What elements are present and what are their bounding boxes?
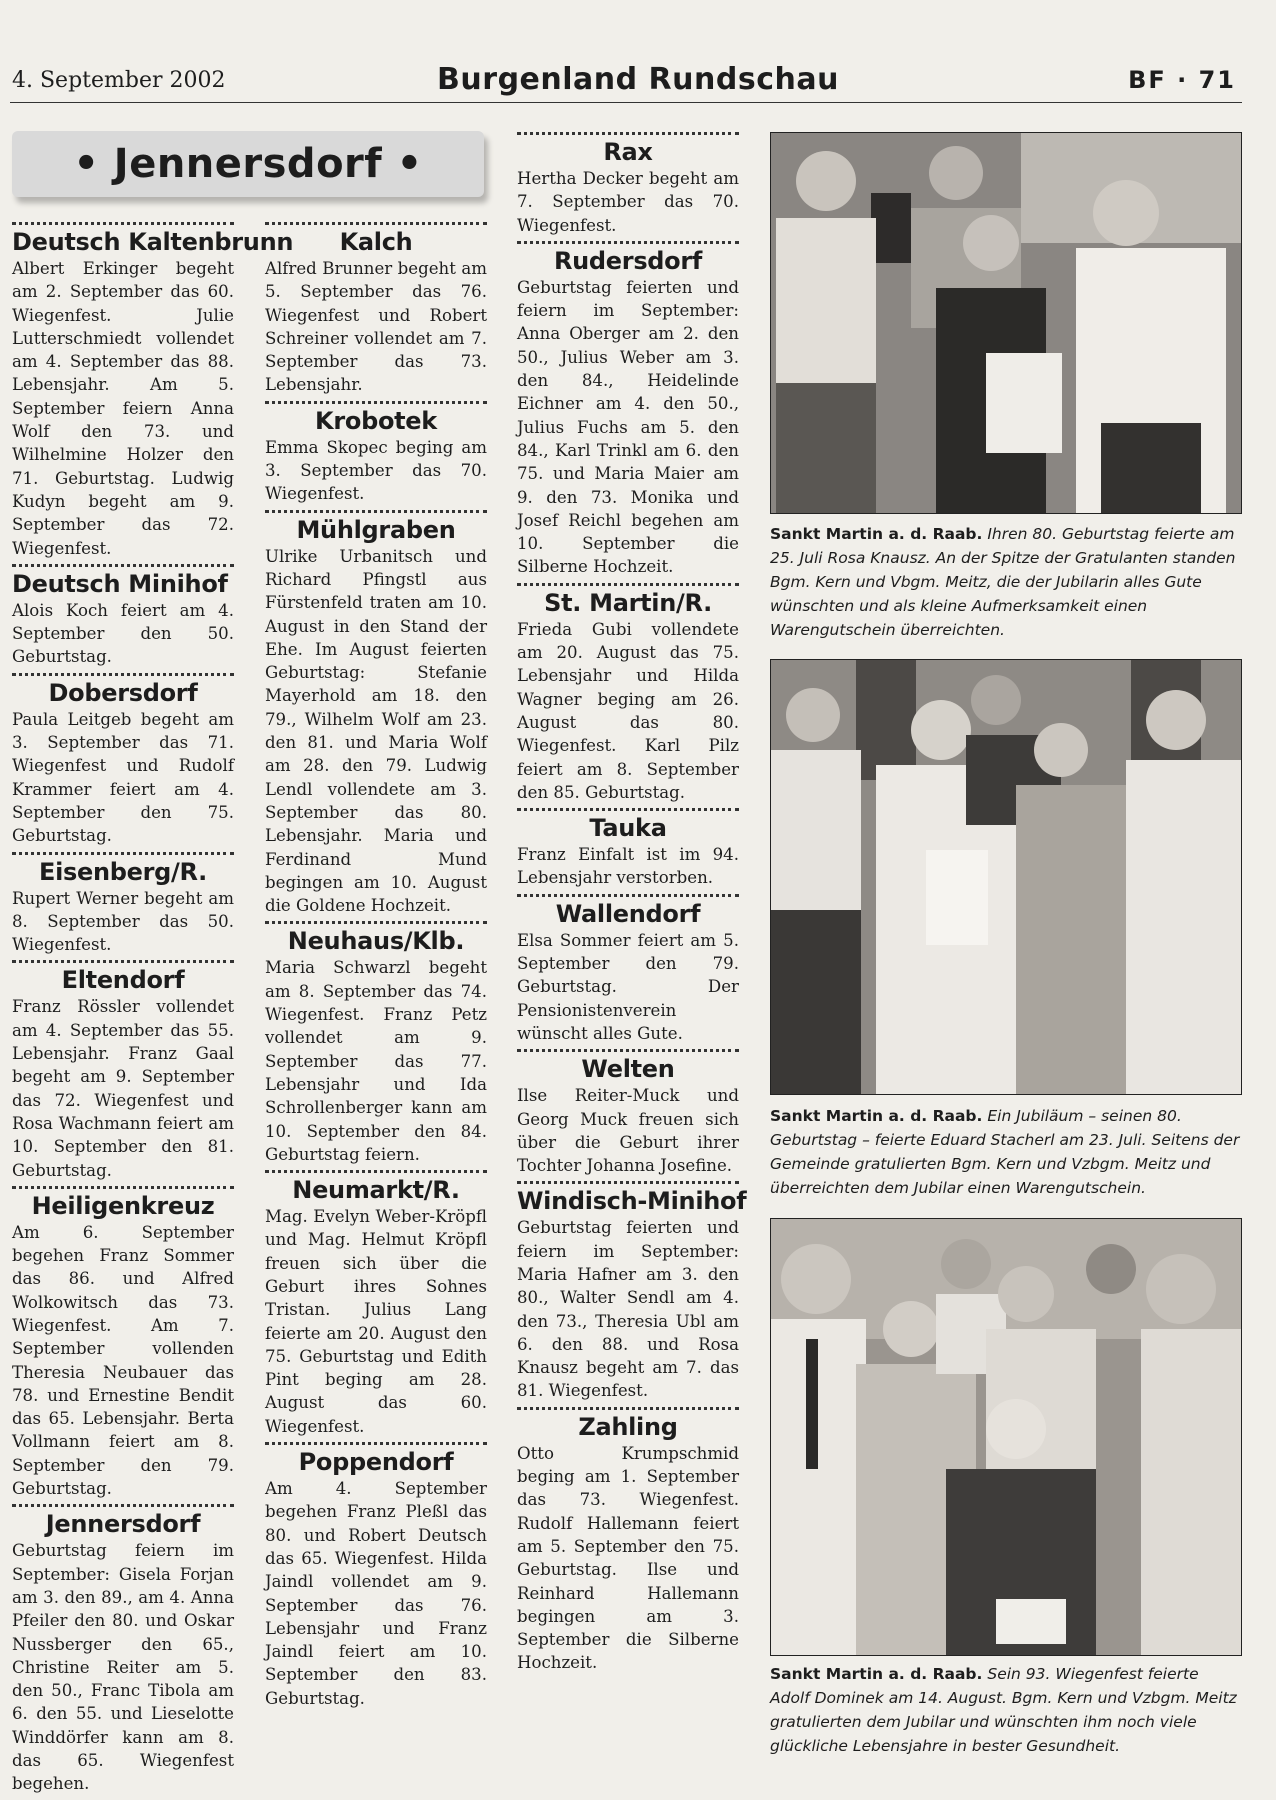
caption-lead: Sankt Martin a. d. Raab. (770, 525, 983, 543)
entry-text: Paula Leitgeb begeht am 3. September das 71. Wiegenfest und Rudolf Krammer feiert am 4. September den 75. Geburtstag. (12, 709, 234, 846)
entry-text: Mag. Evelyn Weber-Kröpfl und Mag. Helmut Kröpfl freuen sich über die Geburt ihres Sohnes Tristan. Julius Lang feierte am 20. August den 75. Geburtstag und Edith Pint beging am 28. August das 60. Wiegenfest. (265, 1207, 487, 1436)
entry-place: Heiligenkreuz (31, 1191, 215, 1220)
entry-place: Wallendorf (555, 899, 701, 928)
dotted-divider (12, 673, 234, 676)
entry-place: Windisch-Minihof (517, 1187, 747, 1216)
dotted-divider (12, 1504, 234, 1507)
entry-text: Geburtstag feierten und feiern im September: Anna Oberger am 2. den 50., Julius Weber am 3. den 84., Heidelinde Eichner am 4. den 50., Julius Fuchs am 5. den 84., Karl Trinkl am 6. den 75. und Maria Maier am 9. den 73. Monika und Josef Reichl begehen am 10. September die Silberne Hochzeit. (517, 277, 739, 577)
entry-text: Elsa Sommer feiert am 5. September den 79. Geburtstag. Der Pensionistenverein wünscht alles Gute. (517, 930, 739, 1043)
newspaper-title: Burgenland Rundschau (437, 62, 839, 97)
news-entry (517, 132, 739, 237)
entry-place: Deutsch Kaltenbrunn (12, 228, 294, 256)
dotted-divider (265, 510, 487, 513)
entry-place: Rax (603, 138, 653, 166)
dotted-divider (517, 132, 739, 135)
dotted-divider (265, 222, 487, 225)
entry-place: Welten (581, 1055, 675, 1084)
photo-eduard-stacherl (770, 659, 1242, 1095)
photo-caption (770, 1104, 1240, 1200)
entry-place: Neuhaus/Klb. (287, 927, 465, 956)
entry-text: Franz Einfalt ist im 94. Lebensjahr verstorben. (517, 845, 739, 888)
dotted-divider (517, 1407, 739, 1410)
news-entry (12, 564, 234, 669)
news-entry (517, 583, 739, 804)
entry-place: Deutsch Minihof (12, 569, 228, 598)
entry-place: Neumarkt/R. (292, 1176, 460, 1205)
page-number: BF · 71 (1128, 66, 1236, 94)
dotted-divider (517, 1181, 739, 1184)
entry-text: Maria Schwarzl begeht am 8. September das 74. Wiegenfest. Franz Petz vollendet am 9. September das 77. Lebensjahr und Ida Schrollenberger kann am 10. September den 84. Geburtstag feiern. (265, 958, 487, 1164)
news-entry (12, 222, 294, 560)
dotted-divider (12, 222, 234, 225)
entry-text: Frieda Gubi vollendete am 20. August das 75. Lebensjahr und Hilda Wagner beging am 26. August das 80. Wiegenfest. Karl Pilz feiert am 8. September den 85. Geburtstag. (517, 619, 739, 802)
caption-text: Ihren 80. Geburtstag feierte am 25. Juli Rosa Knausz. An der Spitze der Gratulanten standen Bgm. Kern und Vbgm. Meitz, die der Jubilarin alles Gute wünschten und als kleine Aufmerksamkeit einen Warengutschein überreichten. (770, 525, 1236, 639)
news-entry (265, 921, 487, 1166)
dotted-divider (517, 241, 739, 244)
dotted-divider (517, 808, 739, 811)
entry-text: Alfred Brunner begeht am 5. September das 76. Wiegenfest und Robert Schreiner vollendet am 7. September das 73. Lebensjahr. (265, 259, 487, 395)
entry-place: Eisenberg/R. (39, 857, 207, 886)
dotted-divider (265, 1170, 487, 1173)
news-entry (12, 673, 234, 848)
caption-lead: Sankt Martin a. d. Raab. (770, 1665, 983, 1683)
dotted-divider (517, 583, 739, 586)
issue-date: 4. September 2002 (12, 68, 226, 93)
news-entry (12, 1504, 234, 1795)
photo-rosa-knausz (770, 132, 1242, 514)
section-banner: • Jennersdorf • (12, 131, 484, 197)
entry-place: Jennersdorf (45, 1510, 201, 1539)
entry-text: Am 4. September begehen Franz Pleßl das 80. und Robert Deutsch das 65. Wiegenfest. Hilda Jaindl vollendet am 9. September das 76. Lebensjahr und Franz Jaindl feiert am 10. September den 83. Geburtstag. (265, 1479, 487, 1708)
entry-place: Dobersdorf (48, 678, 198, 707)
caption-text: Sein 93. Wiegenfest feierte Adolf Dominek am 14. August. Bgm. Kern und Vzbgm. Meitz gratulierten dem Jubilar und wünschten ihm noch viele glückliche Lebensjahre in bester Gesundheit. (770, 1665, 1237, 1755)
news-entry (265, 510, 487, 918)
news-entry (12, 852, 234, 957)
news-entry (517, 894, 739, 1045)
entry-place: Tauka (589, 814, 667, 843)
news-entry (265, 222, 487, 397)
news-entry (517, 1407, 739, 1675)
dotted-divider (517, 894, 739, 897)
entry-place: Kalch (339, 228, 413, 256)
entry-text: Hertha Decker begeht am 7. September das 70. Wiegenfest. (517, 169, 739, 235)
caption-lead: Sankt Martin a. d. Raab. (770, 1107, 983, 1125)
news-entry (517, 1181, 747, 1402)
news-entry (517, 241, 739, 579)
entry-text: Otto Krumpschmid beging am 1. September das 73. Wiegenfest. Rudolf Hallemann feiert am 5. September den 75. Geburtstag. Ilse und Reinhard Hallemann begingen am 3. September die Silberne Hochzeit. (517, 1443, 739, 1673)
photo-caption (770, 1662, 1240, 1758)
entry-text: Alois Koch feiert am 4. September den 50. Geburtstag. (12, 600, 234, 667)
column-1 (12, 222, 294, 1800)
entry-text: Rupert Werner begeht am 8. September das 50. Wiegenfest. (12, 888, 234, 955)
photo-adolf-dominek (770, 1218, 1242, 1656)
entry-text: Geburtstag feiern im September: Gisela Forjan am 3. den 89., am 4. Anna Pfeiler den 80. und Oskar Nussberger den 65., Christine Reiter am 5. den 50., Franc Tibola am 6. den 55. und Lieselotte Winddörfer kann am 8. das 65. Wiegenfest begehen. (12, 1541, 234, 1794)
entry-text: Ulrike Urbanitsch und Richard Pfingstl aus Fürstenfeld traten am 10. August in den Stand der Ehe. Im August feierten Geburtstag: Stefanie Mayerhold am 18. den 79., Wilhelm Wolf am 23. den 81. und Maria Wolf am 28. den 79. Ludwig Lendl vollendete am 3. September das 80. Lebensjahr. Maria und Ferdinand Mund begingen am 10. August die Goldene Hochzeit. (265, 546, 487, 916)
entry-place: Poppendorf (298, 1448, 454, 1477)
news-entry (265, 1442, 487, 1710)
news-entry (265, 401, 487, 506)
header-rule (10, 102, 1242, 103)
entry-place: Rudersdorf (553, 246, 703, 275)
news-entry (12, 1186, 234, 1501)
dotted-divider (12, 960, 234, 963)
column-2 (265, 222, 487, 1714)
entry-place: Krobotek (315, 406, 437, 435)
entry-place: Zahling (578, 1412, 678, 1441)
caption-text: Ein Jubiläum – seinen 80. Geburtstag – feierte Eduard Stacherl am 23. Juli. Seitens der Gemeinde gratulierten Bgm. Kern und Vzbgm. Meitz und überreichten dem Jubilar einen Warengutschein. (770, 1107, 1240, 1197)
dotted-divider (12, 1186, 234, 1189)
dotted-divider (12, 852, 234, 855)
entry-place: Mühlgraben (296, 515, 456, 544)
entry-text: Am 6. September begehen Franz Sommer das 86. und Alfred Wolkowitsch das 73. Wiegenfest. Am 7. September vollenden Theresia Neubauer das 78. und Ernestine Bendit das 65. Lebensjahr. Berta Vollmann feiert am 8. September den 79. Geburtstag. (12, 1222, 234, 1499)
entry-place: Eltendorf (61, 966, 185, 995)
news-entry (517, 808, 739, 890)
news-entry (265, 1170, 487, 1438)
dotted-divider (517, 1049, 739, 1052)
entry-text: Ilse Reiter-Muck und Georg Muck freuen sich über die Geburt ihrer Tochter Johanna Josefine. (517, 1086, 739, 1176)
news-entry (517, 1049, 739, 1177)
photo-caption (770, 522, 1240, 642)
entry-text: Emma Skopec beging am 3. September das 70. Wiegenfest. (265, 437, 487, 504)
dotted-divider (265, 921, 487, 924)
news-entry (12, 960, 234, 1181)
entry-text: Albert Erkinger begeht am 2. September das 60. Wiegenfest. Julie Lutterschmiedt vollendet am 4. September das 88. Lebensjahr. Am 5. September feiern Anna Wolf den 73. und Wilhelmine Holzer den 71. Geburtstag. Ludwig Kudyn begeht am 9. September das 72. Wiegenfest. (12, 259, 234, 558)
column-3 (517, 132, 747, 1679)
entry-text: Franz Rössler vollendet am 4. September das 55. Lebensjahr. Franz Gaal begeht am 9. September das 72. Wiegenfest und Rosa Wachmann feiert am 10. September den 81. Geburtstag. (12, 997, 234, 1180)
dotted-divider (265, 1442, 487, 1445)
dotted-divider (12, 564, 234, 567)
dotted-divider (265, 401, 487, 404)
entry-text: Geburtstag feierten und feiern im September: Maria Hafner am 3. den 80., Walter Sendl am 4. den 73., Theresia Ubl am 6. den 88. und Rosa Knausz begeht am 7. das 81. Wiegenfest. (517, 1218, 739, 1401)
entry-place: St. Martin/R. (544, 588, 712, 617)
